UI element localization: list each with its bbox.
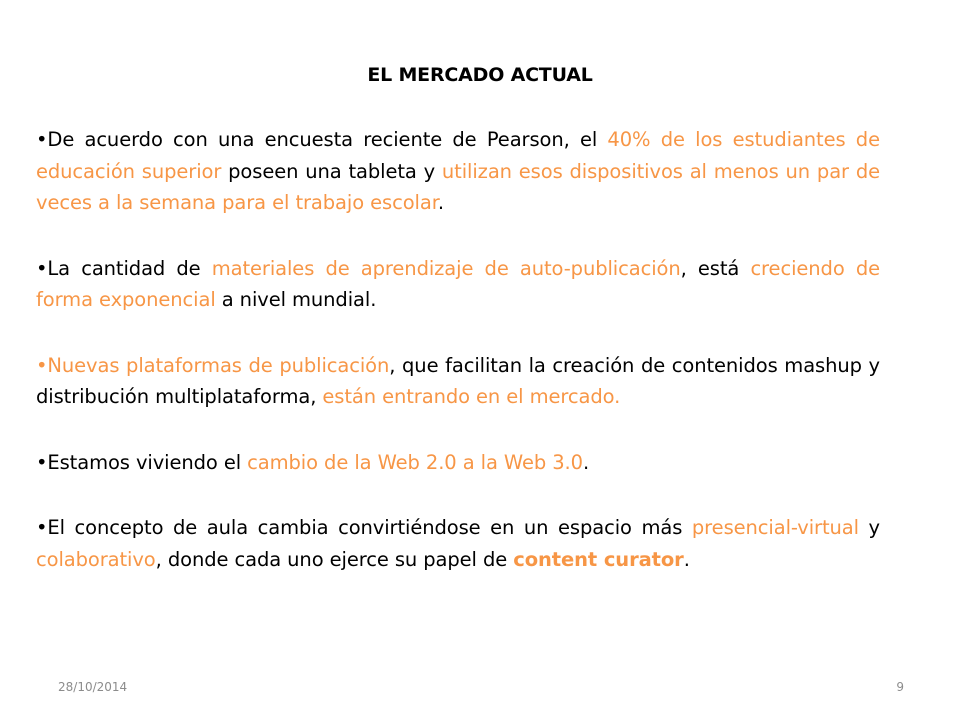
bullet-text: y	[858, 516, 880, 539]
bullet-highlight: 40% de los estudiantes de educación superior	[36, 128, 880, 183]
bullet-highlight: materiales de aprendizaje de auto-publicación	[211, 256, 681, 280]
bullet-text: , que facilitan la creación de contenidos mashup y distribución multiplataforma,	[36, 353, 880, 408]
bullet-text: •Estamos viviendo el	[36, 450, 248, 474]
bullet-text: .	[683, 547, 690, 571]
bullet-text: , donde cada uno ejerce su papel de	[155, 547, 514, 571]
bullet-item-3	[36, 350, 880, 413]
bullet-item-5	[36, 512, 880, 575]
bullet-highlight: •Nuevas plataformas de publicación	[36, 353, 390, 377]
bullet-item-2	[36, 253, 880, 316]
bullet-item-4	[36, 447, 880, 479]
bullet-highlight: cambio de la Web 2.0 a la Web 3.0	[247, 450, 583, 474]
slide-title: EL MERCADO ACTUAL	[367, 64, 593, 86]
bullet-highlight: están entrando en el mercado.	[322, 385, 621, 408]
bullet-text: a nivel mundial.	[215, 288, 377, 311]
bullet-text: .	[437, 191, 444, 214]
footer-date: 28/10/2014	[58, 680, 128, 694]
bullet-highlight: presencial-virtual	[691, 516, 859, 539]
bullet-highlight: colaborativo	[36, 547, 156, 571]
bullet-highlight: utilizan esos dispositivos al menos un par de veces a la semana para el trabajo escolar	[36, 159, 880, 214]
bullet-text: .	[582, 450, 590, 474]
page-number: 9	[896, 680, 904, 694]
bullet-text: •La cantidad de	[36, 256, 212, 280]
bullet-text: poseen una tableta y	[221, 159, 442, 183]
bullet-list	[36, 124, 880, 609]
bullet-highlight-bold: content curator	[513, 547, 684, 571]
bullet-highlight: creciendo de forma exponencial	[36, 256, 880, 311]
bullet-item-1	[36, 124, 880, 219]
bullet-text: •De acuerdo con una encuesta reciente de Pearson, el	[36, 128, 608, 151]
bullet-text: , está	[680, 256, 751, 280]
bullet-text: •El concepto de aula cambia convirtiéndose en un espacio más	[36, 516, 692, 539]
